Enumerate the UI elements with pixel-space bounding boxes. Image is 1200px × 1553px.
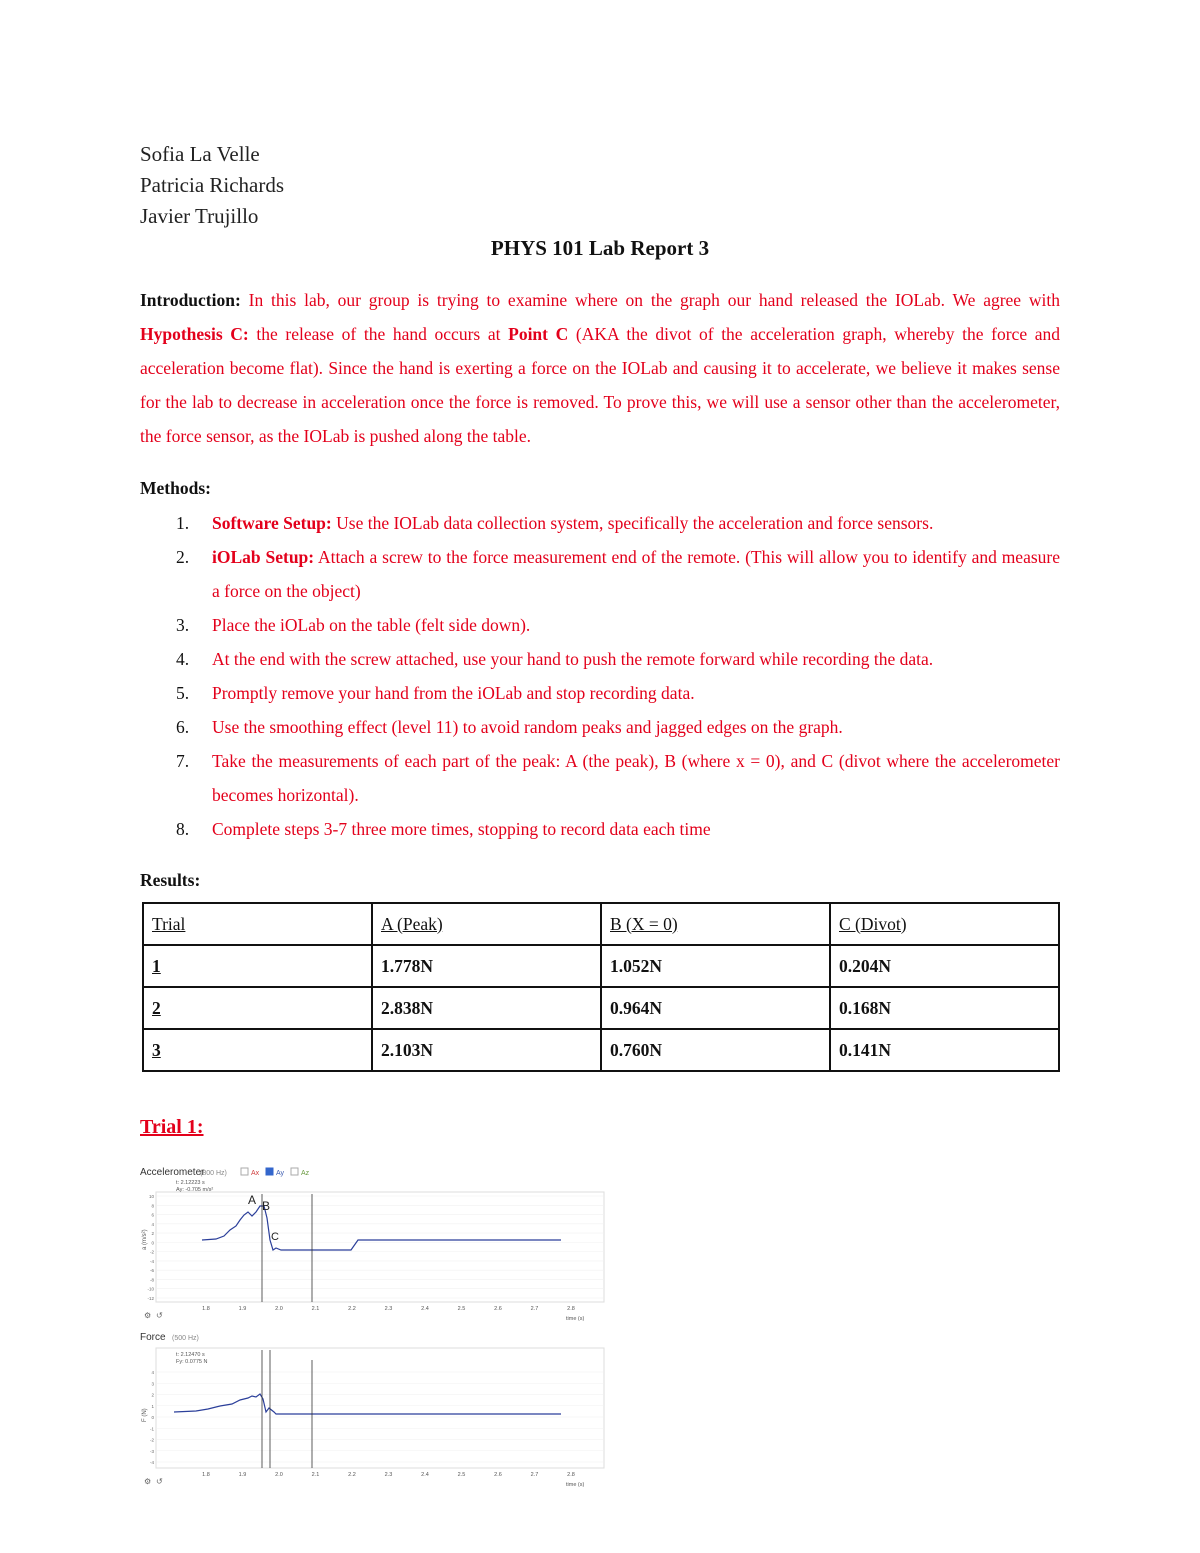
force-x-tick-label: 2.4 bbox=[421, 1472, 429, 1478]
accel-y-tick-label: 10 bbox=[148, 1194, 154, 1199]
step-text: Complete steps 3-7 three more times, stopping to record data each time bbox=[212, 819, 711, 839]
table-row bbox=[143, 945, 1059, 987]
force-x-tick-label: 2.3 bbox=[384, 1472, 393, 1478]
accel-x-tick-label: 2.3 bbox=[384, 1306, 393, 1312]
accel-x-tick-label: 2.5 bbox=[457, 1306, 466, 1312]
force-rate: (500 Hz) bbox=[172, 1335, 199, 1342]
column-header bbox=[601, 903, 830, 945]
ay-label: Ay bbox=[276, 1170, 285, 1177]
table-cell bbox=[372, 1029, 601, 1071]
introduction-text-3: (AKA the divot of the acceleration graph, whereby the force and acceleration become flat). Since the hand is exerting a force on the IOLab and causing it to accelerate, we believe it makes sense for the lab to decrease in acceleration once the force is removed. To prove this, we will use a sensor other than the accelerometer, the force sensor, as the IOLab is pushed along the table. bbox=[140, 324, 1060, 446]
step-number: 3. bbox=[176, 615, 190, 635]
table-cell bbox=[830, 987, 1059, 1029]
force-reset-icon[interactable]: ↺ bbox=[156, 1477, 163, 1486]
methods-step-7 bbox=[140, 744, 1060, 812]
table-cell-value: 2 bbox=[152, 997, 161, 1018]
marker-b: B bbox=[262, 1199, 271, 1213]
step-bold-label: Software Setup: bbox=[212, 513, 332, 533]
accel-y-tick-label: -10 bbox=[147, 1286, 154, 1292]
step-number: 6. bbox=[176, 717, 190, 737]
accel-y-axis-label: a (m/s²) bbox=[142, 1229, 148, 1250]
table-cell-value: 0.168N bbox=[839, 997, 892, 1018]
force-x-axis-label: time (s) bbox=[566, 1482, 585, 1488]
step-text: At the end with the screw attached, use your hand to push the remote forward while recording the data. bbox=[212, 649, 934, 669]
table-cell-value: 0.760N bbox=[610, 1039, 663, 1060]
step-text: Promptly remove your hand from the iOLab and stop recording data. bbox=[212, 683, 695, 703]
table-cell bbox=[143, 945, 372, 987]
table-header-row bbox=[143, 903, 1059, 945]
step-text: Place the iOLab on the table (felt side down). bbox=[212, 615, 531, 635]
force-readout-value: Fy: 0.0775 N bbox=[176, 1359, 208, 1365]
step-number: 5. bbox=[176, 683, 190, 703]
force-y-tick-label: -4 bbox=[149, 1460, 154, 1465]
az-checkbox[interactable] bbox=[291, 1168, 298, 1175]
accel-x-tick-label: 2.2 bbox=[348, 1306, 356, 1312]
table-cell-value: 0.964N bbox=[610, 997, 663, 1018]
force-settings-icon[interactable]: ⚙ bbox=[144, 1477, 152, 1486]
author-2: Patricia Richards bbox=[140, 173, 285, 197]
accel-y-tick-label: 0 bbox=[151, 1240, 154, 1246]
force-x-ticks bbox=[202, 1472, 575, 1478]
step-text: Use the smoothing effect (level 11) to avoid random peaks and jagged edges on the graph. bbox=[212, 717, 843, 737]
accel-x-tick-label: 1.9 bbox=[238, 1306, 247, 1312]
table-cell bbox=[601, 945, 830, 987]
author-1: Sofia La Velle bbox=[140, 142, 260, 166]
methods-heading: Methods: bbox=[140, 478, 211, 498]
table-cell-value: 3 bbox=[152, 1039, 161, 1060]
accel-rate: (800 Hz) bbox=[200, 1170, 227, 1177]
force-x-tick-label: 2.2 bbox=[348, 1472, 356, 1478]
step-text: Attach a screw to the force measurement end of the remote. (This will allow you to identify and measure a force on the object) bbox=[212, 547, 1060, 601]
accel-x-tick-label: 1.8 bbox=[202, 1306, 210, 1312]
report-title: PHYS 101 Lab Report 3 bbox=[490, 236, 710, 260]
accel-y-tick-label: 6 bbox=[151, 1212, 154, 1218]
point-c-label: Point C bbox=[508, 324, 569, 344]
methods-step-8 bbox=[140, 812, 1060, 846]
force-y-tick-label: 2 bbox=[151, 1392, 154, 1398]
accel-readout-time: t: 2.12223 s bbox=[176, 1180, 205, 1186]
table-cell bbox=[372, 945, 601, 987]
accel-x-axis-label: time (s) bbox=[566, 1316, 585, 1322]
step-number: 1. bbox=[176, 513, 190, 533]
step-text: Take the measurements of each part of the peak: A (the peak), B (where x = 0), and C (divot where the accelerometer becomes horizontal). bbox=[212, 751, 1060, 805]
step-number: 7. bbox=[176, 751, 190, 771]
force-y-tick-label: -3 bbox=[149, 1448, 154, 1454]
table-cell-value: 0.141N bbox=[839, 1039, 892, 1060]
ax-label: Ax bbox=[251, 1170, 260, 1177]
force-title: Force bbox=[140, 1332, 166, 1343]
column-header-label: Trial bbox=[152, 913, 186, 934]
accel-settings-icon[interactable]: ⚙ bbox=[144, 1311, 152, 1320]
marker-c: C bbox=[271, 1231, 279, 1243]
force-x-tick-label: 2.5 bbox=[457, 1472, 466, 1478]
accel-x-ticks bbox=[202, 1306, 575, 1312]
column-header-label: B (X = 0) bbox=[610, 913, 678, 934]
accel-plot-area bbox=[156, 1192, 604, 1302]
ax-checkbox[interactable] bbox=[241, 1168, 248, 1175]
table-cell-value: 0.204N bbox=[839, 955, 892, 976]
column-header-label: C (Divot) bbox=[839, 913, 907, 934]
ay-checkbox[interactable] bbox=[266, 1168, 273, 1175]
methods-step-5 bbox=[140, 676, 1060, 710]
iolab-graph-screenshot bbox=[136, 1160, 608, 1496]
accel-x-tick-label: 2.7 bbox=[530, 1306, 539, 1312]
introduction-paragraph bbox=[140, 283, 1060, 453]
accel-x-tick-label: 2.6 bbox=[494, 1306, 502, 1312]
step-bold-label: iOLab Setup: bbox=[212, 547, 315, 567]
force-y-tick-label: 0 bbox=[151, 1415, 154, 1420]
accel-y-tick-label: 4 bbox=[151, 1221, 154, 1227]
force-y-tick-label: -2 bbox=[149, 1437, 154, 1443]
force-y-tick-label: 1 bbox=[151, 1403, 154, 1409]
column-header bbox=[372, 903, 601, 945]
accel-x-tick-label: 2.8 bbox=[567, 1306, 575, 1312]
accel-title: Accelerometer bbox=[140, 1167, 205, 1178]
table-cell bbox=[143, 1029, 372, 1071]
accel-y-tick-label: 8 bbox=[151, 1203, 154, 1209]
table-row bbox=[143, 987, 1059, 1029]
methods-step-6 bbox=[140, 710, 1060, 744]
force-plot-area bbox=[156, 1348, 604, 1468]
methods-step-2 bbox=[140, 540, 1060, 608]
hypothesis-label: Hypothesis C: bbox=[140, 324, 249, 344]
methods-step-1 bbox=[140, 506, 1060, 540]
accel-x-tick-label: 2.0 bbox=[275, 1306, 283, 1312]
force-y-tick-label: -1 bbox=[149, 1426, 154, 1432]
accel-y-tick-label: -12 bbox=[147, 1296, 154, 1301]
author-3: Javier Trujillo bbox=[140, 204, 259, 228]
table-cell bbox=[372, 987, 601, 1029]
force-x-tick-label: 1.9 bbox=[238, 1472, 247, 1478]
results-heading: Results: bbox=[140, 870, 201, 890]
table-cell bbox=[830, 1029, 1059, 1071]
accel-y-tick-label: -8 bbox=[149, 1277, 154, 1283]
introduction-label: Introduction: bbox=[140, 290, 241, 310]
step-number: 2. bbox=[176, 547, 190, 567]
accel-x-tick-label: 2.4 bbox=[421, 1306, 429, 1312]
force-y-tick-label: 4 bbox=[151, 1370, 154, 1375]
accel-reset-icon[interactable]: ↺ bbox=[156, 1311, 163, 1320]
table-cell-value: 1 bbox=[152, 955, 161, 976]
accel-y-tick-label: 2 bbox=[151, 1231, 154, 1237]
force-x-tick-label: 1.8 bbox=[202, 1472, 210, 1478]
force-x-tick-label: 2.7 bbox=[530, 1472, 539, 1478]
step-number: 8. bbox=[176, 819, 190, 839]
force-y-tick-label: 3 bbox=[151, 1381, 154, 1387]
table-cell bbox=[601, 987, 830, 1029]
methods-step-3 bbox=[140, 608, 1060, 642]
methods-step-list bbox=[140, 506, 1060, 846]
introduction-text-1: In this lab, our group is trying to examine where on the graph our hand released the IOLab. We agree with bbox=[240, 290, 1060, 310]
column-header-label: A (Peak) bbox=[381, 913, 443, 934]
accel-readout-value: Ay: -0.705 m/s² bbox=[176, 1187, 214, 1193]
table-cell-value: 2.103N bbox=[381, 1039, 434, 1060]
column-header bbox=[143, 903, 372, 945]
accel-y-tick-label: -4 bbox=[149, 1258, 154, 1264]
accel-y-tick-label: -6 bbox=[149, 1268, 154, 1274]
force-x-tick-label: 2.6 bbox=[494, 1472, 502, 1478]
table-cell-value: 1.052N bbox=[610, 955, 663, 976]
table-cell bbox=[143, 987, 372, 1029]
az-label: Az bbox=[301, 1170, 310, 1177]
trial-1-heading: Trial 1: bbox=[140, 1116, 204, 1138]
marker-a: A bbox=[248, 1193, 257, 1207]
methods-step-4 bbox=[140, 642, 1060, 676]
table-cell bbox=[830, 945, 1059, 987]
introduction-text-2: the release of the hand occurs at bbox=[248, 324, 509, 344]
accel-y-tick-label: -2 bbox=[149, 1249, 154, 1255]
table-row bbox=[143, 1029, 1059, 1071]
step-number: 4. bbox=[176, 649, 190, 669]
force-y-axis-label: F (N) bbox=[142, 1408, 148, 1422]
accel-x-tick-label: 2.1 bbox=[311, 1306, 320, 1312]
force-readout-time: t: 2.12470 s bbox=[176, 1352, 205, 1358]
step-text: Use the IOLab data collection system, specifically the acceleration and force sensors. bbox=[331, 513, 934, 533]
results-table bbox=[142, 902, 1060, 1072]
table-cell-value: 1.778N bbox=[381, 955, 434, 976]
column-header bbox=[830, 903, 1059, 945]
force-x-tick-label: 2.0 bbox=[275, 1472, 283, 1478]
table-cell-value: 2.838N bbox=[381, 997, 434, 1018]
force-x-tick-label: 2.1 bbox=[311, 1472, 320, 1478]
table-cell bbox=[601, 1029, 830, 1071]
force-x-tick-label: 2.8 bbox=[567, 1472, 575, 1478]
